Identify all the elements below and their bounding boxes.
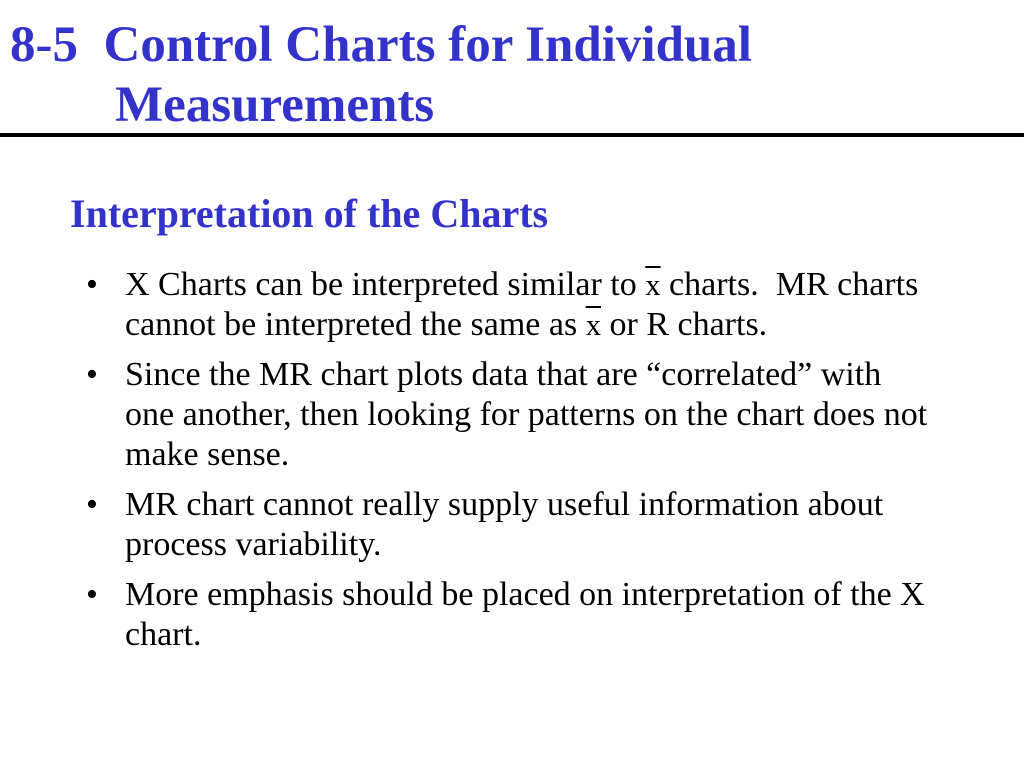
bullet-item-3 (0, 485, 1024, 565)
slide-title-line-1: 8-5 Control Charts for Individual (10, 17, 752, 73)
text-segment: cannot be interpreted the same as (125, 306, 586, 343)
bullet-line: make sense. (125, 436, 290, 473)
bullet-line: chart. (125, 616, 202, 653)
bullet-line: process variability. (125, 526, 382, 563)
bullet-item-4 (0, 575, 1024, 655)
bullet-text (125, 355, 1024, 475)
bullet-text (125, 265, 1024, 345)
bullet-item-1 (0, 265, 1024, 345)
bullet-text (125, 485, 1024, 565)
bullet-item-2 (0, 355, 1024, 475)
bullet-line: MR chart cannot really supply useful information about (125, 486, 884, 523)
bullet-line (125, 305, 1024, 345)
bullet-line: one another, then looking for patterns on the chart does not (125, 396, 928, 433)
bullet-line: Since the MR chart plots data that are “correlated” with (125, 356, 882, 393)
slide-title-line-2: Measurements (115, 77, 435, 133)
bullet-line (125, 265, 1024, 305)
bullet-line: More emphasis should be placed on interpretation of the X (125, 576, 925, 613)
text-segment: X Charts can be interpreted similar to (125, 266, 646, 303)
title-divider (0, 133, 1024, 137)
text-segment: or R charts. (601, 306, 768, 343)
bullet-list (0, 265, 1024, 665)
bullet-marker: • (86, 576, 98, 613)
text-segment: charts. MR charts (660, 266, 919, 303)
bullet-marker: • (86, 266, 98, 303)
section-heading: Interpretation of the Charts (70, 191, 549, 236)
bullet-marker: • (86, 356, 98, 393)
x-bar-symbol: $\overline{x}$ (645, 268, 661, 302)
x-bar-symbol: $\overline{x}$ (585, 308, 601, 342)
bullet-marker: • (86, 486, 98, 523)
bullet-text (125, 575, 1024, 655)
